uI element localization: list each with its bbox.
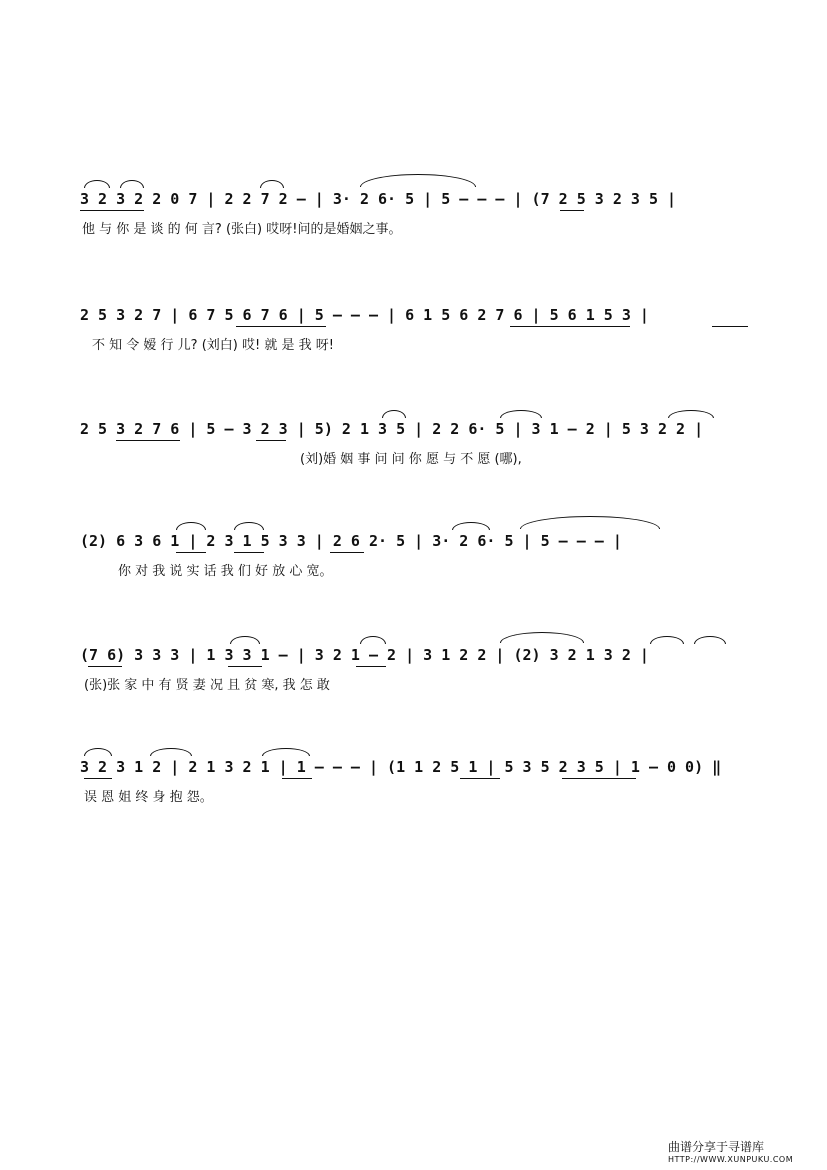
score-system-1 [0, 186, 827, 256]
site-url[interactable]: HTTP://WWW.XUNPUKU.COM [668, 1155, 794, 1164]
slur-mark [500, 410, 542, 418]
slur-mark [668, 410, 714, 418]
notation-text: (7 6) 3 3 3 | 1 3 3 1 – | 3 2 1 – 2 | 3 1 2 2 | (2) 3 2 1 3 2 | [80, 646, 649, 664]
notation-text: 3 2 3 2 2 0 7 | 2 2 7 2 – | 3· 2 6· 5 | 5 – – – | (7 2 5 3 2 3 5 | [80, 190, 677, 208]
slur-mark [234, 522, 264, 530]
watermark-footer [668, 1140, 818, 1165]
underline-beam [282, 778, 312, 779]
notation-line [0, 416, 827, 442]
notation-text: 2 5 3 2 7 | 6 7 5 6 7 6 | 5 – – – | 6 1 5 6 2 7 6 | 5 6 1 5 3 | [80, 306, 649, 324]
notation-line [0, 186, 827, 212]
slur-mark [120, 180, 144, 188]
lyric-line: (张)张 家 中 有 贤 妻 况 且 贫 寒, 我 怎 敢 [84, 678, 330, 693]
score-system-3 [0, 416, 827, 486]
notation-line [0, 754, 827, 780]
notation-line [0, 302, 827, 328]
slur-mark [260, 180, 284, 188]
lyric-line: 误 恩 姐 终 身 抱 怨。 [84, 790, 213, 805]
slur-mark [452, 522, 490, 530]
underline-beam [562, 778, 636, 779]
underline-beam [228, 666, 262, 667]
score-system-6 [0, 754, 827, 824]
slur-mark [176, 522, 206, 530]
notation-text: 2 5 3 2 7 6 | 5 – 3 2 3 | 5) 2 1 3 5 | 2 2 6· 5 | 3 1 – 2 | 5 3 2 2 | [80, 420, 704, 438]
slur-mark [230, 636, 260, 644]
slur-mark [150, 748, 192, 756]
underline-beam [236, 326, 326, 327]
site-name: 曲谱分享于寻谱库 [668, 1140, 765, 1154]
underline-beam [712, 326, 748, 327]
underline-beam [330, 552, 364, 553]
lyric-line: (刘)婚 姻 事 问 问 你 愿 与 不 愿 (哪), [300, 452, 522, 467]
lyric-line: 你 对 我 说 实 话 我 们 好 放 心 宽。 [118, 564, 333, 579]
underline-beam [560, 210, 584, 211]
slur-mark [262, 748, 310, 756]
underline-beam [88, 666, 122, 667]
slur-mark [520, 516, 660, 529]
score-system-2 [0, 302, 827, 372]
slur-mark [650, 636, 684, 644]
slur-mark [360, 174, 476, 187]
slur-mark [360, 636, 386, 644]
slur-mark [382, 410, 406, 418]
slur-mark [84, 180, 110, 188]
slur-mark [84, 748, 112, 756]
underline-beam [510, 326, 630, 327]
underline-beam [356, 666, 386, 667]
lyric-line: 他 与 你 是 谈 的 何 言? (张白) 哎呀!问的是婚姻之事。 [82, 222, 402, 237]
notation-text: (2) 6 3 6 1 | 2 3 1 5 3 3 | 2 6 2· 5 | 3· 2 6· 5 | 5 – – – | [80, 532, 622, 550]
underline-beam [256, 440, 286, 441]
underline-beam [80, 210, 144, 211]
notation-line [0, 528, 827, 554]
underline-beam [460, 778, 500, 779]
notation-line [0, 642, 827, 668]
slur-mark [500, 632, 584, 643]
underline-beam [176, 552, 206, 553]
lyric-line: 不 知 令 嫒 行 儿? (刘白) 哎! 就 是 我 呀! [92, 338, 334, 353]
score-system-4 [0, 528, 827, 598]
score-system-5 [0, 642, 827, 712]
slur-mark [694, 636, 726, 644]
underline-beam [116, 440, 180, 441]
underline-beam [234, 552, 264, 553]
notation-text: 3 2 3 1 2 | 2 1 3 2 1 | 1 – – – | (1 1 2 5 1 | 5 3 5 2 3 5 | 1 – 0 0) ‖ [80, 758, 722, 776]
underline-beam [84, 778, 112, 779]
